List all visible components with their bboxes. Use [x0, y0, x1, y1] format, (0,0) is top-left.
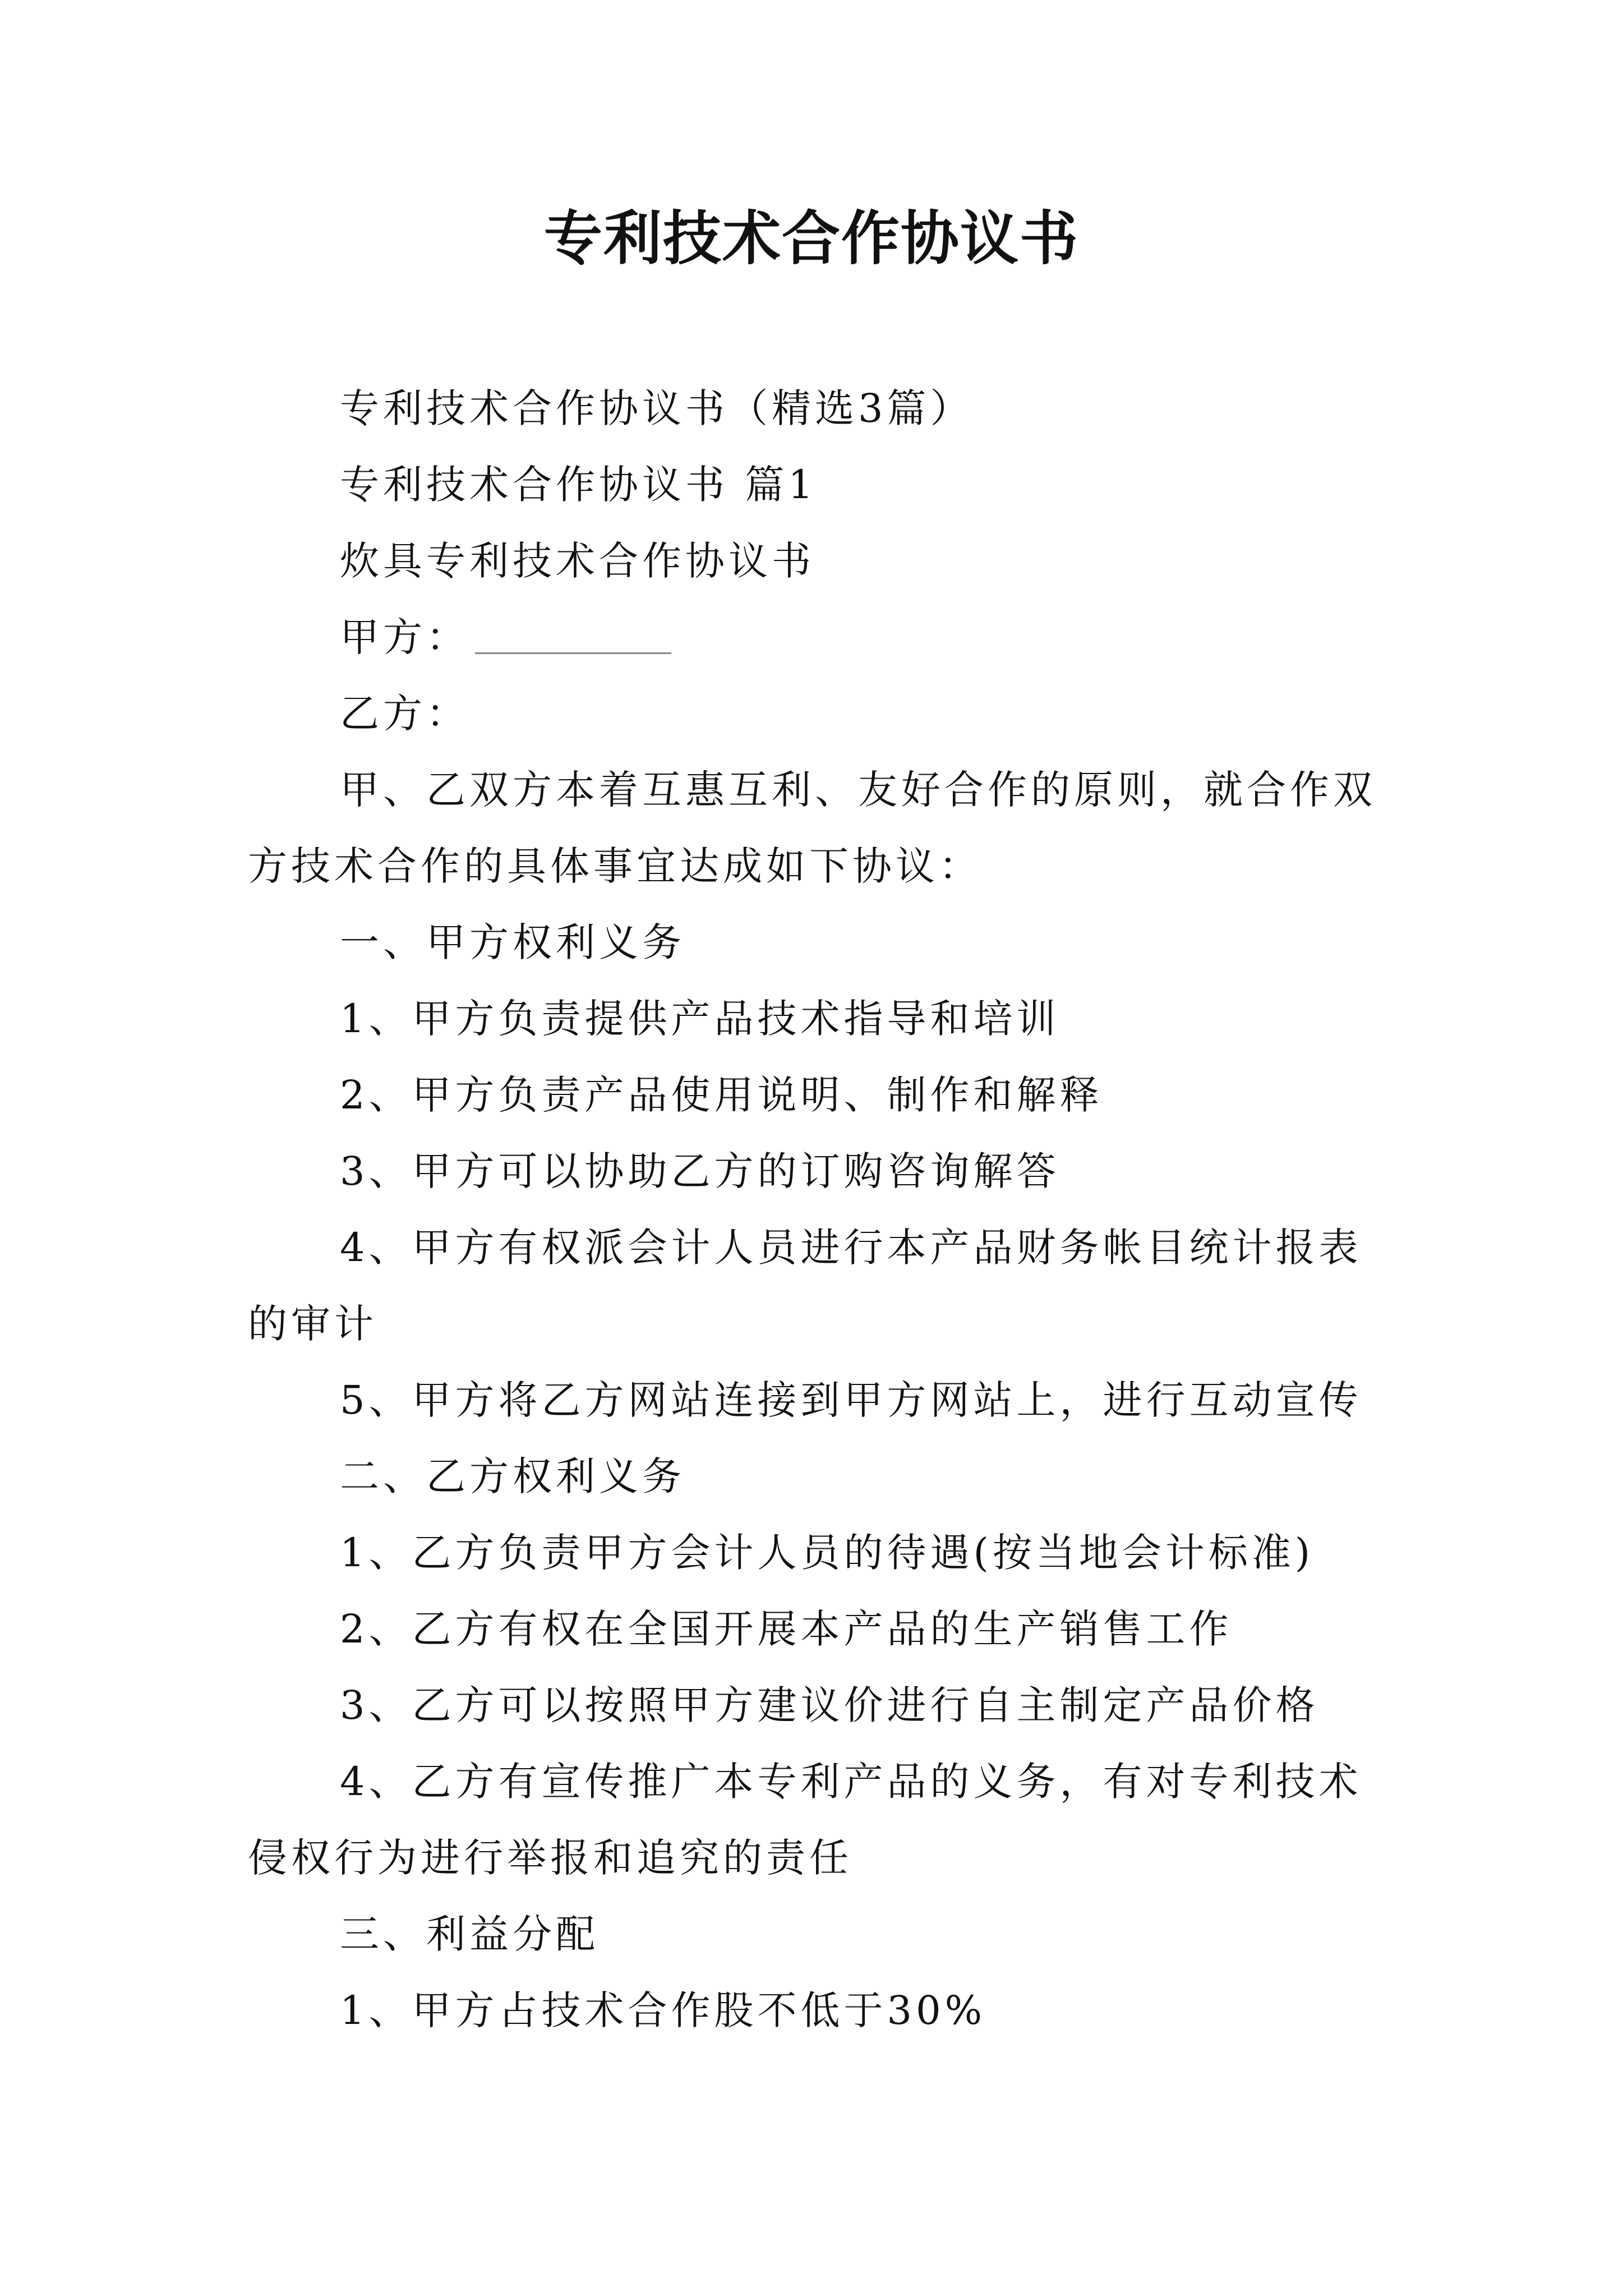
party-a-blank [475, 613, 671, 654]
clause-item: 2、乙方有权在全国开展本产品的生产销售工作 [340, 1606, 1233, 1652]
paragraph-agreement-name: 炊具专利技术合作协议书 [340, 538, 815, 584]
clause-heading-party-b: 二、乙方权利义务 [340, 1453, 685, 1499]
clause-item-continued: 侵权行为进行举报和追究的责任 [248, 1835, 852, 1881]
paragraph-subtitle: 专利技术合作协议书（精选3篇） [340, 385, 974, 431]
document-title: 专利技术合作协议书 [543, 204, 1079, 273]
party-b-line: 乙方： [340, 691, 469, 737]
clause-item-continued: 的审计 [248, 1301, 377, 1347]
clause-item: 1、甲方占技术合作股不低于30% [340, 1987, 986, 2033]
clause-item: 1、乙方负责甲方会计人员的待遇(按当地会计标准) [340, 1530, 1315, 1576]
clause-item: 2、甲方负责产品使用说明、制作和解释 [340, 1072, 1103, 1118]
clause-heading-party-a: 一、甲方权利义务 [340, 919, 685, 965]
paragraph-intro-continued: 方技术合作的具体事宜达成如下协议： [248, 843, 982, 889]
clause-item: 5、甲方将乙方网站连接到甲方网站上，进行互动宣传 [340, 1377, 1362, 1423]
party-a-label: 甲方： [340, 614, 469, 660]
paragraph-section-heading: 专利技术合作协议书 篇1 [340, 462, 817, 508]
clause-item: 4、乙方有宣传推广本专利产品的义务，有对专利技术 [340, 1759, 1362, 1805]
paragraph-intro: 甲、乙双方本着互惠互利、友好合作的原则，就合作双 [340, 767, 1376, 813]
clause-item: 1、甲方负责提供产品技术指导和培训 [340, 996, 1060, 1042]
clause-item: 3、甲方可以协助乙方的订购咨询解答 [340, 1148, 1060, 1194]
document-body [248, 370, 1375, 2049]
clause-item: 4、甲方有权派会计人员进行本产品财务帐目统计报表 [340, 1225, 1362, 1271]
party-a-line [248, 599, 1375, 675]
clause-item: 3、乙方可以按照甲方建议价进行自主制定产品价格 [340, 1682, 1319, 1728]
clause-heading-profit: 三、利益分配 [340, 1911, 599, 1957]
